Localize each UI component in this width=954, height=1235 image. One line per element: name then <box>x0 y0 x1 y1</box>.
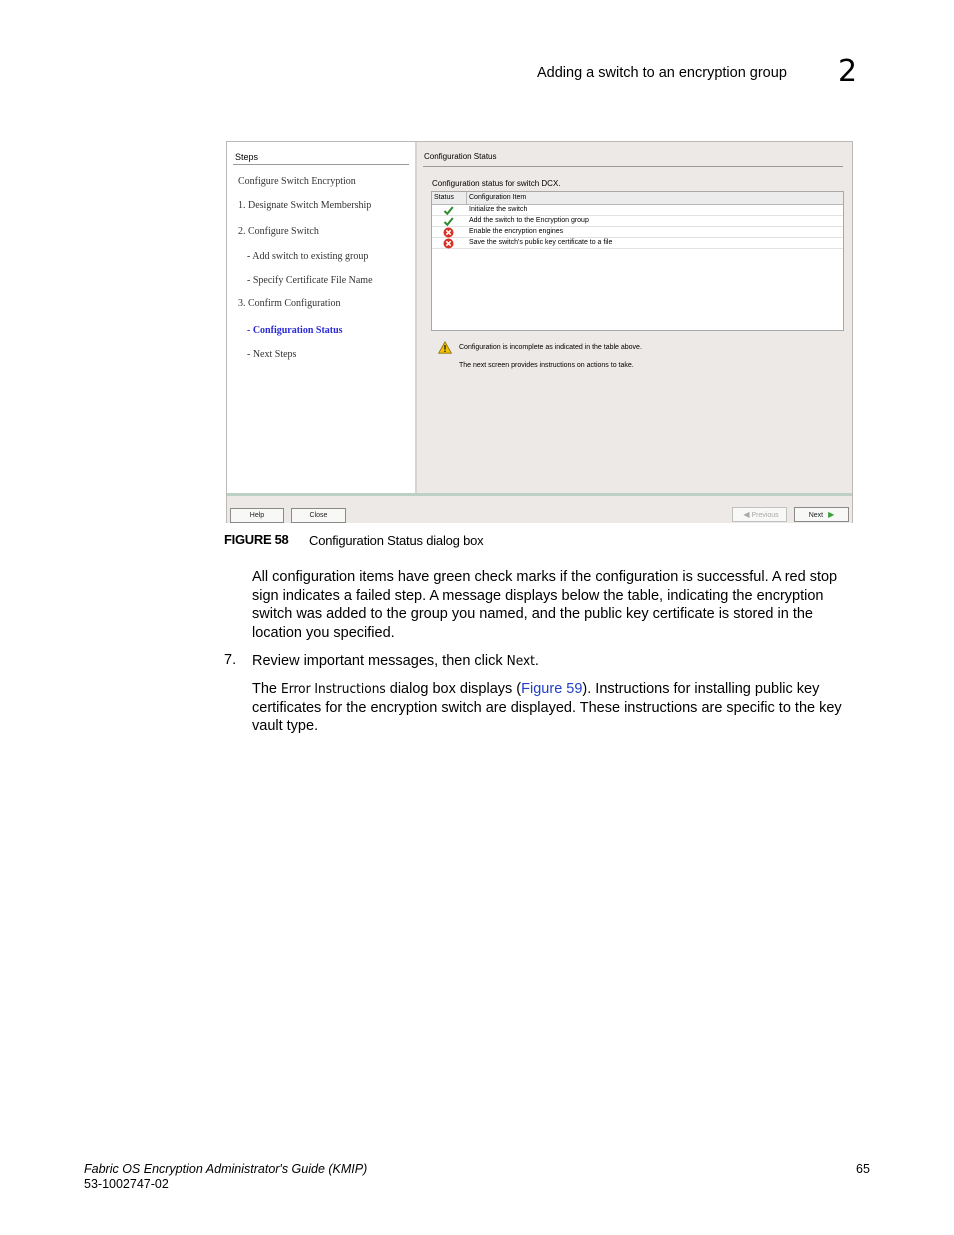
config-item-label: Initialize the switch <box>469 206 528 213</box>
status-table <box>431 191 844 331</box>
step-configuration-status: - Configuration Status <box>247 325 343 336</box>
config-item-label: Save the switch's public key certificate to a file <box>469 239 613 246</box>
para-text: ). Instructions for installing public key certificates for the encryption switch are displayed. These instructions are specific to the key vault type. <box>252 681 842 735</box>
para-text: The <box>252 681 282 697</box>
config-item-label: Add the switch to the Encryption group <box>469 217 589 224</box>
arrow-right-icon: ▶ <box>828 510 835 519</box>
footer-doc-number: 53-1002747-02 <box>84 1177 169 1191</box>
step-add-switch-to-group: - Add switch to existing group <box>247 251 369 262</box>
ui-term-next: Next <box>506 653 535 669</box>
steps-divider <box>233 164 409 165</box>
warning-instructions: The next screen provides instructions on actions to take. <box>459 362 634 369</box>
next-button[interactable] <box>794 507 849 522</box>
column-header-item[interactable]: Configuration Item <box>469 194 527 201</box>
figure-caption: Configuration Status dialog box <box>309 533 484 548</box>
table-row[interactable] <box>432 227 843 238</box>
table-row[interactable] <box>432 205 843 216</box>
step-text: Review important messages, then click <box>252 653 507 669</box>
body-paragraph-2 <box>252 680 862 736</box>
steps-title: Steps <box>235 152 259 162</box>
ui-term-error-instructions: Error Instructions <box>281 681 386 697</box>
body-paragraph: All configuration items have green check marks if the configuration is successful. A red stop sign indicates a failed step. A message displays below the table, indicating the encryption switch was added to the group you named, and the public key certificate is stored in the location you specified. <box>252 569 838 642</box>
stop-icon <box>443 238 454 249</box>
step-confirm-configuration: 3. Confirm Configuration <box>238 298 341 309</box>
table-row[interactable] <box>432 216 843 227</box>
chapter-number: 2 <box>838 54 858 89</box>
panel-subtitle: Configuration status for switch DCX. <box>432 179 561 188</box>
step-next-steps: - Next Steps <box>247 349 297 360</box>
column-divider <box>466 192 467 205</box>
close-button[interactable]: Close <box>291 508 346 523</box>
steps-panel <box>227 142 415 493</box>
panel-separator <box>415 142 417 493</box>
config-item-label: Enable the encryption engines <box>469 228 564 235</box>
step-number: 7. <box>224 652 237 668</box>
step-specify-certificate-file: - Specify Certificate File Name <box>247 275 373 286</box>
warning-message: Configuration is incomplete as indicated in the table above. <box>459 344 642 351</box>
next-button-label: Next <box>808 512 824 519</box>
running-header-title: Adding a switch to an encryption group <box>537 65 787 81</box>
para-text: dialog box displays ( <box>385 681 522 697</box>
configuration-status-dialog <box>226 141 853 523</box>
step-configure-switch: 2. Configure Switch <box>238 226 319 237</box>
panel-title: Configuration Status <box>424 152 497 161</box>
check-icon <box>443 205 454 216</box>
button-bar <box>227 493 852 523</box>
figure-59-link[interactable]: Figure 59 <box>521 681 583 697</box>
step-text-end: . <box>534 653 539 669</box>
table-row[interactable] <box>432 238 843 249</box>
page-number: 65 <box>856 1162 870 1176</box>
check-icon <box>443 216 454 227</box>
step-designate-membership: 1. Designate Switch Membership <box>238 200 372 211</box>
column-header-status[interactable]: Status <box>434 194 454 201</box>
warning-icon <box>438 341 452 354</box>
step-configure-switch-encryption: Configure Switch Encryption <box>238 176 356 187</box>
arrow-left-icon: ◀ <box>743 510 750 519</box>
step-instruction <box>252 652 862 671</box>
figure-label: FIGURE 58 <box>224 532 289 547</box>
footer-title: Fabric OS Encryption Administrator's Guide (KMIP) <box>84 1162 368 1176</box>
previous-button[interactable] <box>732 507 787 522</box>
table-header <box>432 192 843 205</box>
help-button[interactable]: Help <box>230 508 284 523</box>
stop-icon <box>443 227 454 238</box>
previous-button-label: Previous <box>751 512 779 519</box>
panel-title-divider <box>423 166 843 167</box>
